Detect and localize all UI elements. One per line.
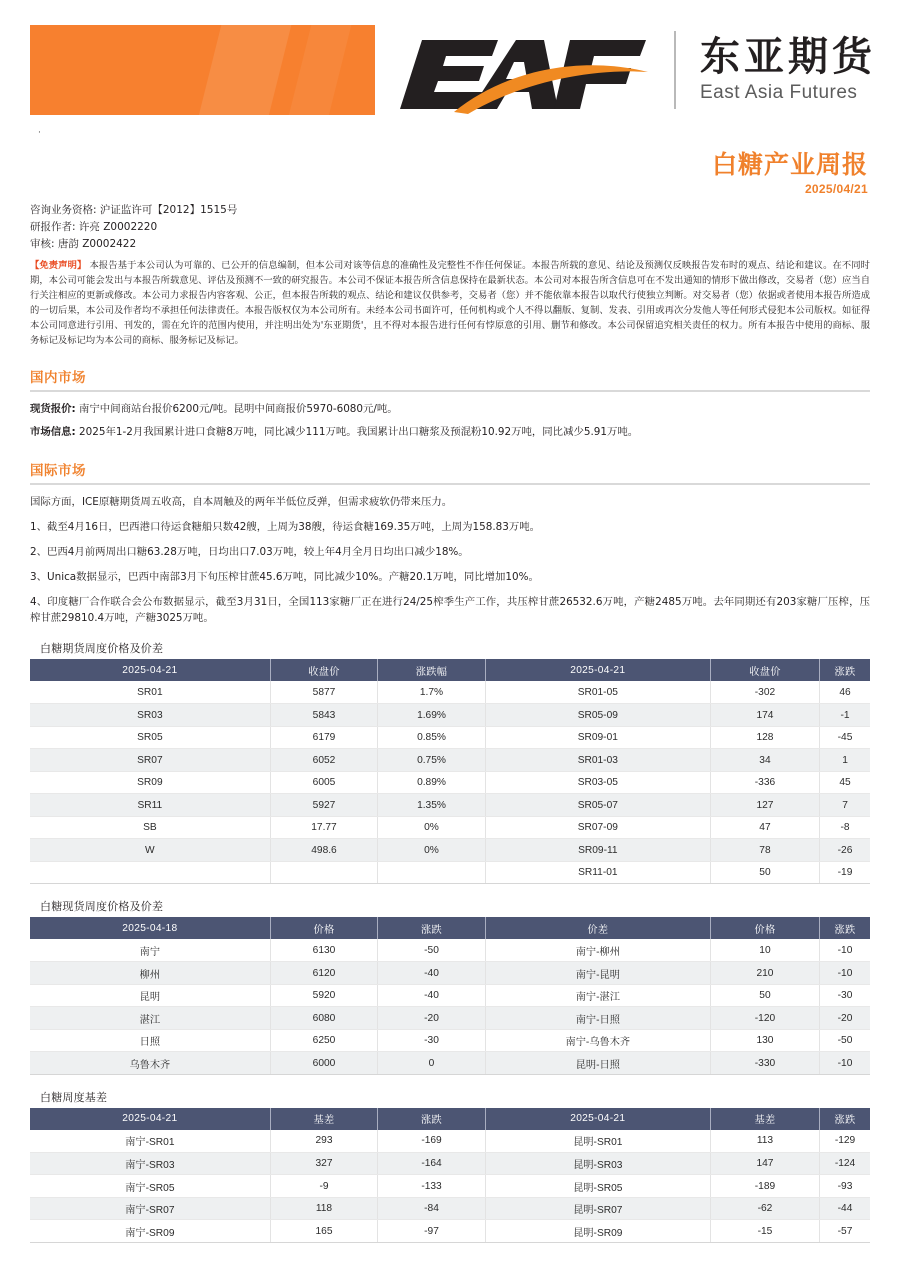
table-cell: 南宁-柳州	[485, 939, 710, 962]
spot-table-caption: 白糖现货周度价格及价差	[40, 900, 164, 914]
table-cell: 50	[710, 861, 819, 884]
table-cell: SR01	[30, 681, 270, 704]
disclaimer-body: 本报告基于本公司认为可靠的、已公开的信息编制，但本公司对该等信息的准确性及完整性不作任何保证。本报告所载的意见、结论及预测仅反映报告发布时的观点、结论和建议。在不同时期，本公司可能会发出与本报告所载意见、评估及预测不一致的研究报告。本公司不保证本报告所含信息保持在最新状态。本公司对本报告所含信息可在不发出通知的情形下做出修改，交易者（您）应当自行关注相应的更新或修改。本公司力求报告内容客观、公正，但本报告所载的观点、结论和建议仅供参考，交易者（您）并不能依靠本报告以取代行使独立判断。对交易者（您）依据或者使用本报告所造成的一切后果，本公司及作者均不承担任何法律责任。本报告版权仅为本公司所有。未经本公司书面许可，任何机构或个人不得以翻版、复制、发表、引用或再次分发他人等任何形式侵犯本公司版权。如征得本公司同意进行引用、刊发的，需在允许的范围内使用，并注明出处为'东亚期货'，且不得对本报告进行任何有悖原意的引用、删节和修改。本公司保留追究相关责任的权力。所有本报告中使用的商标、服务标记及标记均为本公司的商标、服务标记及标记。	[30, 260, 870, 347]
table-cell: -330	[710, 1052, 819, 1075]
table-cell: SR07-09	[485, 816, 710, 839]
table-cell: 498.6	[270, 839, 378, 862]
table-cell: 5920	[270, 984, 378, 1007]
section-title-international: 国际市场	[30, 462, 86, 479]
table-cell: -129	[820, 1130, 870, 1153]
table-header-row	[30, 1108, 870, 1130]
futures-table-block	[30, 640, 870, 884]
table-row	[30, 1152, 870, 1175]
section-domestic-market	[30, 366, 870, 440]
table-cell: 南宁-SR09	[30, 1220, 270, 1243]
table-cell: 128	[710, 726, 819, 749]
table-cell: 南宁-乌鲁木齐	[485, 1029, 710, 1052]
basis-table-body	[30, 1130, 870, 1243]
table-cell: 130	[710, 1029, 819, 1052]
table-row	[30, 1052, 870, 1075]
table-cell: 118	[270, 1197, 378, 1220]
table-cell: -40	[378, 962, 486, 985]
table-cell: 日照	[30, 1029, 270, 1052]
table-cell: SR05-09	[485, 704, 710, 727]
table-cell: 南宁-湛江	[485, 984, 710, 1007]
table-cell: 45	[820, 771, 870, 794]
brand-names	[694, 36, 876, 103]
table-cell: 174	[710, 704, 819, 727]
table-cell: SR03	[30, 704, 270, 727]
basis-table-caption: 白糖周度基差	[40, 1090, 108, 1104]
table-row	[30, 681, 870, 704]
report-title-block	[0, 150, 900, 196]
table-cell: 昆明-SR07	[485, 1197, 710, 1220]
col-header: 基差	[270, 1108, 378, 1130]
domestic-info-line	[30, 424, 870, 440]
table-cell: 327	[270, 1152, 378, 1175]
table-cell: SR11	[30, 794, 270, 817]
table-cell: 127	[710, 794, 819, 817]
table-row	[30, 704, 870, 727]
table-row	[30, 1007, 870, 1030]
disclaimer-block	[30, 258, 870, 348]
table-cell: 293	[270, 1130, 378, 1153]
table-cell: -124	[820, 1152, 870, 1175]
col-header: 价格	[710, 917, 819, 939]
table-cell: 南宁-SR07	[30, 1197, 270, 1220]
table-cell: 0.89%	[378, 771, 486, 794]
table-cell: 湛江	[30, 1007, 270, 1030]
table-cell: 5877	[270, 681, 378, 704]
table-cell: 113	[710, 1130, 819, 1153]
table-cell: 0.85%	[378, 726, 486, 749]
meta-reviewer: 审核: 唐韵 Z0002422	[30, 238, 137, 250]
table-cell: 7	[820, 794, 870, 817]
col-header: 2025-04-18	[30, 917, 270, 939]
table-cell: 6052	[270, 749, 378, 772]
table-cell: -189	[710, 1175, 819, 1198]
col-header: 收盘价	[270, 659, 378, 681]
table-cell: 昆明-SR01	[485, 1130, 710, 1153]
table-cell: 10	[710, 939, 819, 962]
table-cell: -336	[710, 771, 819, 794]
table-cell: 0%	[378, 839, 486, 862]
table-cell: 6000	[270, 1052, 378, 1075]
disclaimer-tag: 【免责声明】	[30, 260, 87, 271]
table-cell: -10	[820, 939, 870, 962]
table-cell: 昆明-SR03	[485, 1152, 710, 1175]
stray-dot-mark: ·	[38, 128, 41, 138]
table-header-row	[30, 917, 870, 939]
table-cell: 0	[378, 1052, 486, 1075]
table-row	[30, 749, 870, 772]
table-cell: 6130	[270, 939, 378, 962]
col-header: 价差	[485, 917, 710, 939]
table-cell: 5843	[270, 704, 378, 727]
table-cell: -169	[378, 1130, 486, 1153]
table-cell	[378, 861, 486, 884]
table-cell: 6250	[270, 1029, 378, 1052]
table-row	[30, 1175, 870, 1198]
col-header: 涨跌	[378, 1108, 486, 1130]
domestic-info-label: 市场信息:	[30, 426, 76, 439]
col-header: 涨跌	[820, 659, 870, 681]
col-header: 2025-04-21	[485, 659, 710, 681]
table-row	[30, 771, 870, 794]
table-cell	[30, 861, 270, 884]
futures-table-body	[30, 681, 870, 884]
section-international-market	[30, 459, 870, 627]
table-row	[30, 1220, 870, 1243]
table-row	[30, 1130, 870, 1153]
table-cell: -30	[820, 984, 870, 1007]
table-cell: 0%	[378, 816, 486, 839]
col-header: 涨跌	[820, 917, 870, 939]
table-cell: -1	[820, 704, 870, 727]
section-rule-domestic	[30, 390, 870, 392]
table-cell: 50	[710, 984, 819, 1007]
table-header-row	[30, 659, 870, 681]
col-header: 涨跌	[378, 917, 486, 939]
col-header: 2025-04-21	[485, 1108, 710, 1130]
international-item: 1、截至4月16日，巴西港口待运食糖船只数42艘，上周为38艘，待运食糖169.35万吨，上周为158.83万吨。	[30, 520, 541, 533]
table-cell: 17.77	[270, 816, 378, 839]
domestic-spot-text: 南宁中间商站台报价6200元/吨。昆明中间商报价5970-6080元/吨。	[75, 403, 398, 416]
international-item: 3、Unica数据显示，巴西中南部3月下旬压榨甘蔗45.6万吨，同比减少10%。产糖20.1万吨，同比增加10%。	[30, 570, 539, 583]
table-cell: -40	[378, 984, 486, 1007]
col-header: 2025-04-21	[30, 1108, 270, 1130]
table-cell: 乌鲁木齐	[30, 1052, 270, 1075]
table-cell: 210	[710, 962, 819, 985]
col-header: 收盘价	[710, 659, 819, 681]
table-cell: 47	[710, 816, 819, 839]
table-cell: 1	[820, 749, 870, 772]
table-row	[30, 939, 870, 962]
table-cell: -133	[378, 1175, 486, 1198]
table-row	[30, 794, 870, 817]
brand-en-name: East Asia Futures	[700, 81, 858, 103]
table-cell: 147	[710, 1152, 819, 1175]
report-date: 2025/04/21	[804, 182, 868, 196]
orange-banner-block	[30, 25, 375, 115]
table-cell: -93	[820, 1175, 870, 1198]
table-cell: 南宁-SR05	[30, 1175, 270, 1198]
table-cell: -164	[378, 1152, 486, 1175]
table-cell: 南宁-SR03	[30, 1152, 270, 1175]
table-cell: 1.69%	[378, 704, 486, 727]
table-cell: -20	[820, 1007, 870, 1030]
table-cell: -57	[820, 1220, 870, 1243]
table-cell: -120	[710, 1007, 819, 1030]
table-row	[30, 1029, 870, 1052]
section-title-domestic: 国内市场	[30, 370, 86, 387]
col-header: 涨跌	[820, 1108, 870, 1130]
table-row	[30, 984, 870, 1007]
table-cell: -30	[378, 1029, 486, 1052]
table-cell: 南宁-日照	[485, 1007, 710, 1030]
table-cell: SR05	[30, 726, 270, 749]
table-cell: 6080	[270, 1007, 378, 1030]
spot-price-table	[30, 917, 870, 1075]
table-cell: W	[30, 839, 270, 862]
table-cell: -44	[820, 1197, 870, 1220]
table-cell: -15	[710, 1220, 819, 1243]
table-row	[30, 816, 870, 839]
table-cell: 1.35%	[378, 794, 486, 817]
domestic-spot-label: 现货报价:	[30, 403, 76, 416]
table-cell: 165	[270, 1220, 378, 1243]
page-title: 白糖产业周报	[711, 150, 868, 179]
table-row	[30, 962, 870, 985]
table-cell: SR03-05	[485, 771, 710, 794]
table-cell: 0.75%	[378, 749, 486, 772]
table-cell: 5927	[270, 794, 378, 817]
table-cell: -50	[378, 939, 486, 962]
spot-table-body	[30, 939, 870, 1074]
table-cell: SR01-03	[485, 749, 710, 772]
table-cell: 南宁-SR01	[30, 1130, 270, 1153]
table-cell: -45	[820, 726, 870, 749]
table-cell	[270, 861, 378, 884]
col-header: 涨跌幅	[378, 659, 486, 681]
section-rule-international	[30, 483, 870, 485]
table-cell: -9	[270, 1175, 378, 1198]
table-cell: -10	[820, 1052, 870, 1075]
spot-table-block	[30, 898, 870, 1075]
meta-qualification: 咨询业务资格: 沪证监许可【2012】1515号	[30, 204, 238, 216]
col-header: 价格	[270, 917, 378, 939]
international-item: 2、巴西4月前两周出口糖63.28万吨，日均出口7.03万吨，较上年4月全月日均出口减少18%。	[30, 545, 469, 558]
col-header: 基差	[710, 1108, 819, 1130]
page-header	[0, 0, 900, 138]
table-cell: SR09	[30, 771, 270, 794]
table-cell: 昆明-SR05	[485, 1175, 710, 1198]
table-cell: SR09-01	[485, 726, 710, 749]
table-cell: SR01-05	[485, 681, 710, 704]
table-cell: -50	[820, 1029, 870, 1052]
logo-divider	[674, 31, 676, 109]
table-cell: -19	[820, 861, 870, 884]
domestic-info-text: 2025年1-2月我国累计进口食糖8万吨，同比减少111万吨。我国累计出口糖浆及预混粉10.92万吨，同比减少5.91万吨。	[75, 426, 639, 439]
brand-cn-name: 东亚期货	[700, 34, 876, 81]
meta-author: 研报作者: 许亮 Z0002220	[30, 221, 158, 233]
international-item: 4、印度糖厂合作联合会公布数据显示，截至3月31日，全国113家糖厂正在进行24/25榨季生产工作，共压榨甘蔗26532.6万吨，产糖2485万吨。去年同期还有203家糖厂压榨，压榨甘蔗29810.4万吨，产糖3025万吨。	[30, 596, 870, 625]
basis-table-block	[30, 1089, 870, 1243]
table-cell: SB	[30, 816, 270, 839]
table-cell: 6120	[270, 962, 378, 985]
table-cell: 昆明-SR09	[485, 1220, 710, 1243]
table-cell: 1.7%	[378, 681, 486, 704]
table-row	[30, 1197, 870, 1220]
table-cell: -10	[820, 962, 870, 985]
table-cell: 昆明	[30, 984, 270, 1007]
table-cell: -8	[820, 816, 870, 839]
table-row	[30, 861, 870, 884]
report-meta	[30, 202, 900, 253]
company-logo	[398, 22, 876, 118]
futures-price-table	[30, 659, 870, 884]
table-cell: 46	[820, 681, 870, 704]
table-cell: 6179	[270, 726, 378, 749]
table-cell: -97	[378, 1220, 486, 1243]
table-cell: -62	[710, 1197, 819, 1220]
table-cell: 柳州	[30, 962, 270, 985]
col-header: 2025-04-21	[30, 659, 270, 681]
domestic-spot-line	[30, 401, 870, 417]
international-intro: 国际方面，ICE原糖期货周五收高，自本周触及的两年半低位反弹，但需求疲软仍带来压力。	[30, 495, 453, 508]
table-cell: SR07	[30, 749, 270, 772]
futures-table-caption: 白糖期货周度价格及价差	[40, 642, 164, 656]
basis-table	[30, 1108, 870, 1243]
table-cell: 78	[710, 839, 819, 862]
table-cell: SR11-01	[485, 861, 710, 884]
table-cell: -20	[378, 1007, 486, 1030]
eaf-logo-icon	[398, 22, 656, 118]
table-cell: 南宁-昆明	[485, 962, 710, 985]
table-cell: -84	[378, 1197, 486, 1220]
table-row	[30, 839, 870, 862]
table-cell: -302	[710, 681, 819, 704]
table-row	[30, 726, 870, 749]
table-cell: 南宁	[30, 939, 270, 962]
table-cell: SR05-07	[485, 794, 710, 817]
table-cell: SR09-11	[485, 839, 710, 862]
table-cell: 昆明-日照	[485, 1052, 710, 1075]
table-cell: -26	[820, 839, 870, 862]
table-cell: 34	[710, 749, 819, 772]
table-cell: 6005	[270, 771, 378, 794]
